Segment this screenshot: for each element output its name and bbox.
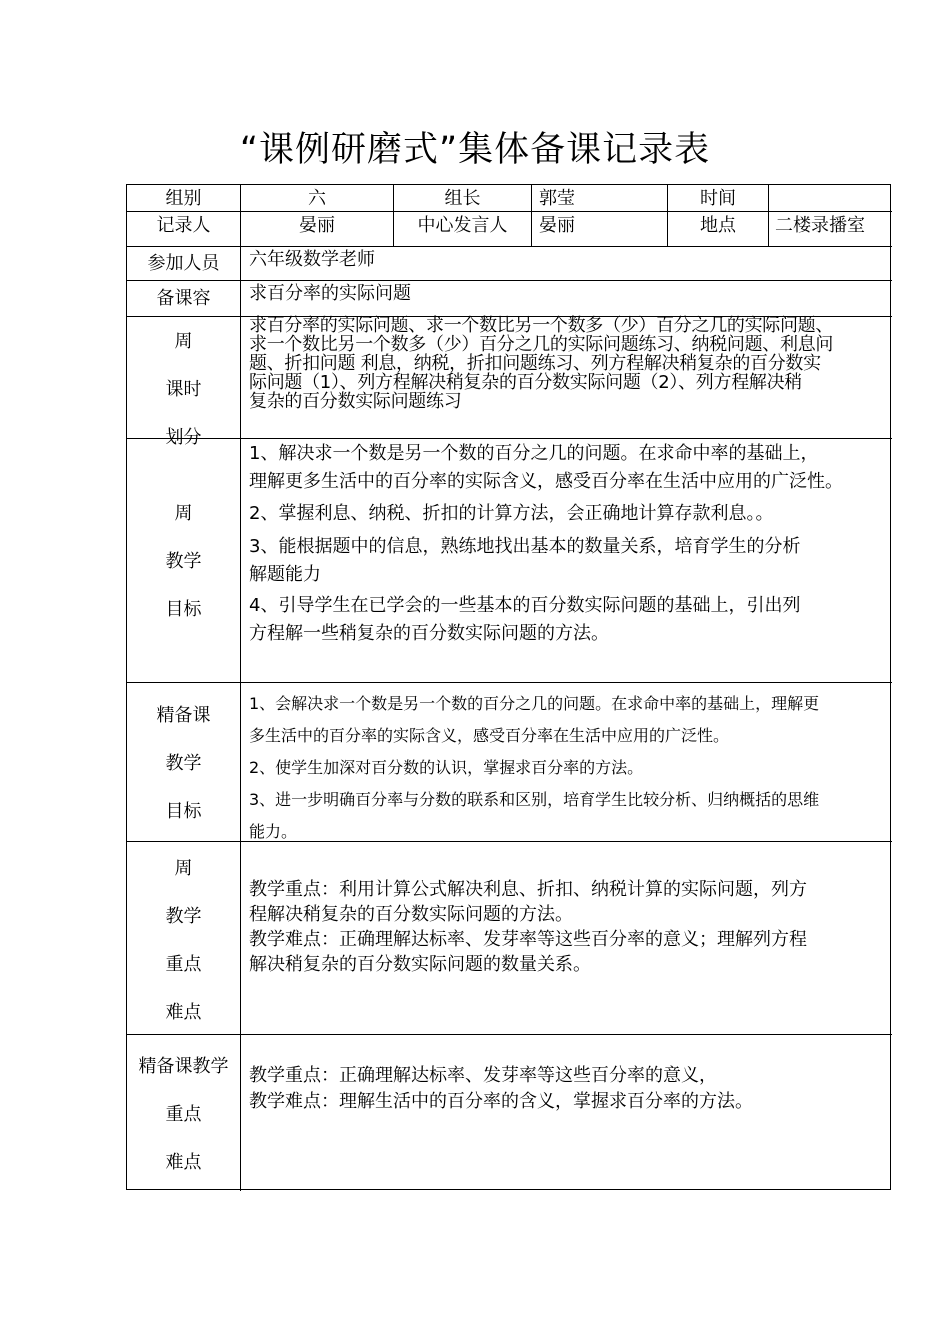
week-hours-text: 求百分率的实际问题、求一个数比另一个数多（少）百分之几的实际问题、 求一个数比另一个数多（少）百分之几的实际问题练习、纳税问题、利息问 题、折扣问题 利息，纳税，折扣问题练习、列方程解决稍复杂的百分数实 际问题（1）、列方程解决稍复杂的百分数实际问题（2）、列方程解决稍 复杂的百分数实际问题练习 [249, 315, 834, 412]
content-label: 备课容 [156, 288, 211, 309]
refined-keys-text: 教学重点：正确理解达标率、发芽率等这些百分率的意义， 教学难点：理解生活中的百分率的含义，掌握求百分率的方法。 [249, 1065, 753, 1112]
time-label: 时间 [700, 188, 736, 209]
group-value: 六 [308, 188, 326, 209]
week-hours-label: 周 课时 划分 [165, 331, 202, 448]
column-divider [531, 185, 532, 246]
place-value: 二楼录播室 [775, 215, 865, 236]
speaker-label: 中心发言人 [417, 215, 508, 236]
group-label: 组别 [165, 188, 202, 209]
row-divider [127, 1034, 892, 1035]
content-value: 求百分率的实际问题 [249, 283, 411, 304]
row-divider [127, 682, 892, 683]
refined-goals-text: 1、会解决求一个数是另一个数的百分之几的问题。在求命中率的基础上，理解更 多生活中的百分率的实际含义，感受百分率在生活中应用的广泛性。 2、使学生加深对百分数的认识，掌握求百分率的方法。 3、进一步明确百分率与分数的联系和区别，培育学生比较分析、归纳概括的思维 能力。 [249, 694, 820, 841]
record-table: 组别 六 组长 郭莹 时间 记录人 晏丽 中心发言人 晏丽 地点 二楼录播室 参加人员 六年级数学老师 备课容 求百分率的实际问题 周 课时 划分 求百分率的实际问题、求一个数比另一个数多（少）百分之几的实际问题、 求一个数比另一个数多（少）百分之几的实际问题练习、纳税问题、利息问 题、折扣问题 利息，纳税，折扣问题练习、列方程解决稍复杂的百分数实 际问题（1）、列方程解决稍复杂的百分数实际问题（2）、列方程解决稍 复杂的百分数实际问题练习 周 教学 目标 1、解决求一个数是另一个数的百分之几的问题。在求命中率的基础上， 理解更多生活中的百分率的实际含义，感受百分率在生活中应用的广泛性。 2、掌握利息、纳税、折扣的计算方法，会正确地计算存款利息。。 3、能根据题中的信息，熟练地找出基本的数量关系，培育学生的分析 解题能力 4、引导学生在已学会的一些基本的百分数实际问题的基础上，引出列 方程解一些稍复杂的百分数实际问题的方法。 精备课 教学 目标 1、会解决求一个数是另一个数的百分之几的问题。在求命中率的基础上，理解更 多生活中的百分率的实际含义，感受百分率在生活中应用的广泛性。 2、使学生加深对百分数的认识，掌握求百分率的方法。 3、进一步明确百分率与分数的联系和区别，培育学生比较分析、归纳概括的思维 能力。 周 教学 重点 难点 教学重点：利用计算公式解决利息、折扣、纳税计算的实际问题，列方 程解决稍复杂的百分数实际问题的方法。 教学难点：正确理解达标率、发芽率等这些百分率的意义；理解列方程 解决稍复杂的百分数实际问题的数量关系。 精备课教学 重点 难点 教学重点：正确理解达标率、发芽率等这些百分率的意义， 教学难点：理解生活中的百分率的含义，掌握求百分率的方法。 [126, 184, 891, 1190]
row-divider [127, 438, 892, 439]
refined-goals-label: 精备课 教学 目标 [156, 705, 211, 822]
column-divider [768, 185, 769, 246]
place-label: 地点 [700, 215, 736, 236]
week-goals-label: 周 教学 目标 [165, 503, 202, 620]
row-divider [127, 280, 892, 281]
participants-label: 参加人员 [147, 253, 220, 274]
row-divider [127, 246, 892, 247]
participants-value: 六年级数学老师 [249, 249, 375, 270]
page-title: “课例研磨式”集体备课记录表 [239, 130, 711, 170]
leader-value: 郭莹 [539, 188, 575, 209]
leader-label: 组长 [444, 188, 481, 209]
recorder-label: 记录人 [156, 215, 211, 236]
week-keys-label: 周 教学 重点 难点 [165, 858, 202, 1023]
week-keys-text: 教学重点：利用计算公式解决利息、折扣、纳税计算的实际问题，列方 程解决稍复杂的百分数实际问题的方法。 教学难点：正确理解达标率、发芽率等这些百分率的意义；理解列方程 解决稍复杂的百分数实际问题的数量关系。 [249, 879, 807, 975]
recorder-value: 晏丽 [299, 215, 335, 236]
speaker-value: 晏丽 [539, 215, 575, 236]
refined-keys-label: 精备课教学 重点 难点 [138, 1056, 229, 1173]
column-divider [240, 185, 241, 1191]
